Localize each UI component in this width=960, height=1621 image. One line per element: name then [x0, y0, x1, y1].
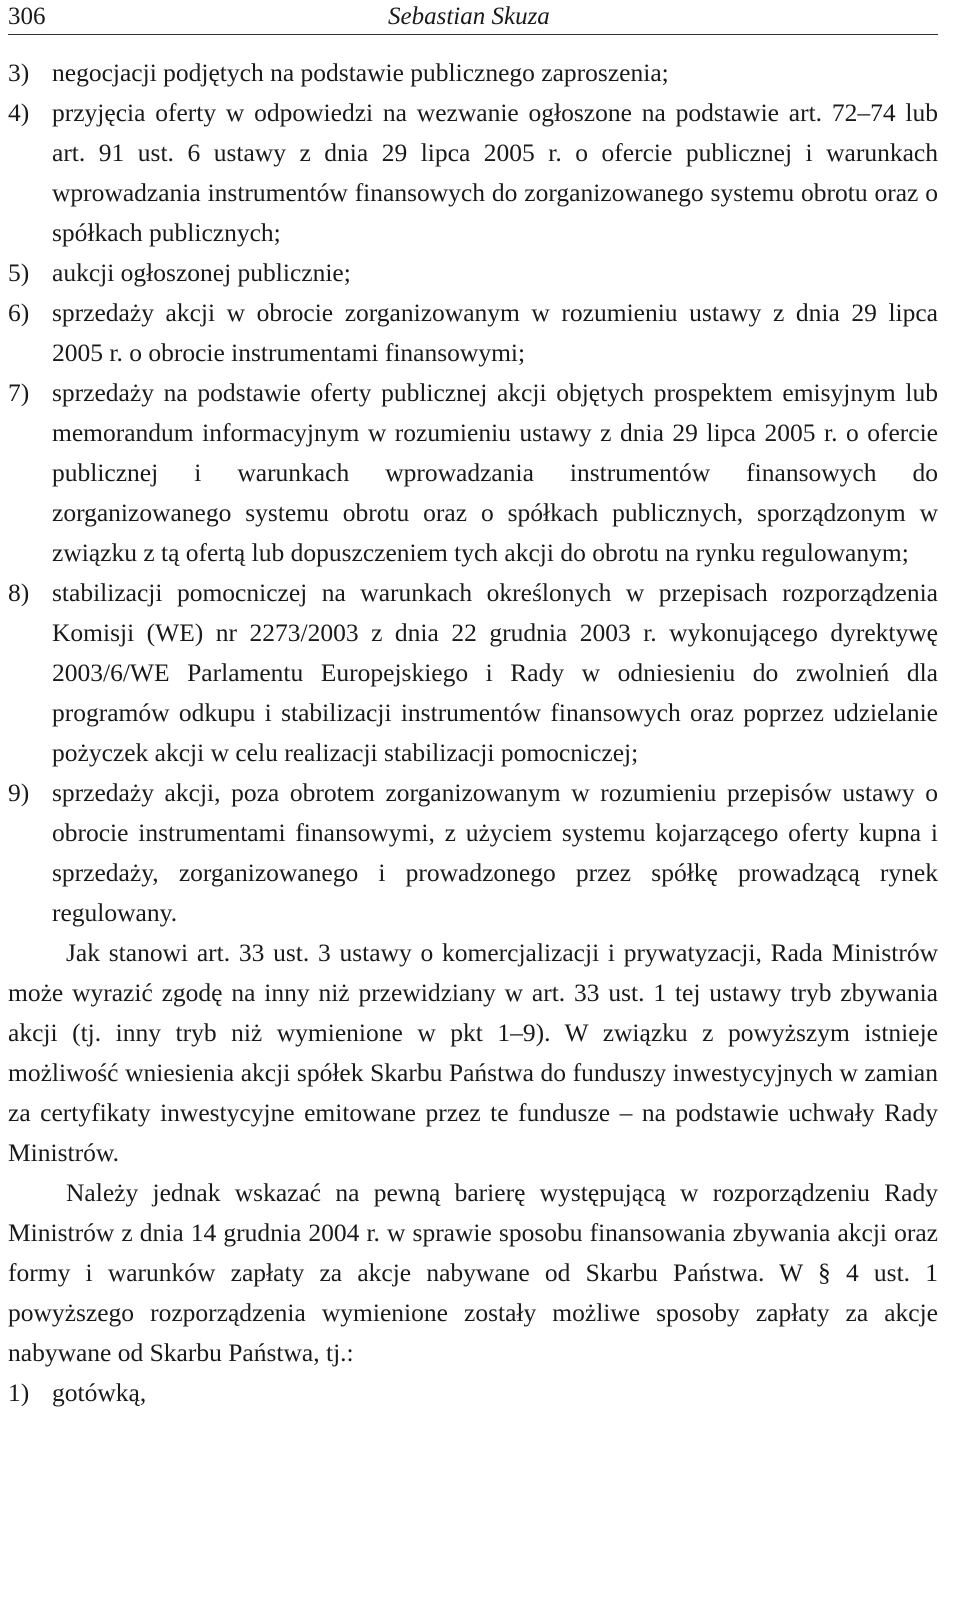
- list-item: [8, 53, 938, 93]
- page-number: 306: [8, 3, 46, 30]
- list-number: 3): [8, 58, 30, 87]
- list-text: stabilizacji pomocniczej na warunkach określonych w przepisach rozporządzenia Komisji (WE) nr 2273/2003 z dnia 22 grudnia 2003 r. wykonującego dyrektywę 2003/6/WE Parlamentu Europejskiego i Rady w odniesieniu do zwolnień dla programów odkupu i stabilizacji instrumentów finansowych oraz poprzez udzielanie pożyczek akcji w celu realizacji stabilizacji pomocniczej;: [52, 578, 938, 767]
- list-text: przyjęcia oferty w odpowiedzi na wezwanie ogłoszone na podstawie art. 72–74 lub art. 91 ust. 6 ustawy z dnia 29 lipca 2005 r. o ofercie publicznej i warunkach wprowadzania instrumentów finansowych do zorganizowanego systemu obrotu oraz o spółkach publicznych;: [52, 98, 938, 247]
- running-head: Sebastian Skuza: [388, 3, 550, 30]
- page-content: [8, 53, 938, 1413]
- list-text: sprzedaży akcji, poza obrotem zorganizowanym w rozumieniu przepisów ustawy o obrocie instrumentami finansowymi, z użyciem systemu kojarzącego oferty kupna i sprzedaży, zorganizowanego i prowadzonego przez spółkę prowadzącą rynek regulowany.: [52, 778, 938, 927]
- list-number: 8): [8, 578, 30, 607]
- list-item: [8, 293, 938, 373]
- page-header: [8, 0, 938, 35]
- list-text: sprzedaży na podstawie oferty publicznej akcji objętych prospektem emisyjnym lub memorandum informacyjnym w rozumieniu ustawy z dnia 29 lipca 2005 r. o ofercie publicznej i warunkach wprowadzania instrumentów finansowych do zorganizowanego systemu obrotu oraz o spółkach publicznych, sporządzonym w związku z tą ofertą lub dopuszczeniem tych akcji do obrotu na rynku regulowanym;: [52, 378, 938, 567]
- list-number: 4): [8, 98, 30, 127]
- list-item: [8, 1373, 938, 1413]
- list-number: 7): [8, 378, 30, 407]
- list-number: 6): [8, 298, 30, 327]
- list-number: 9): [8, 778, 30, 807]
- body-paragraph: Jak stanowi art. 33 ust. 3 ustawy o komercjalizacji i prywatyzacji, Rada Ministrów może wyrazić zgodę na inny niż przewidziany w art. 33 ust. 1 tej ustawy tryb zbywania akcji (tj. inny tryb niż wymienione w pkt 1–9). W związku z powyższym istnieje możliwość wniesienia akcji spółek Skarbu Państwa do funduszy inwestycyjnych w zamian za certyfikaty inwestycyjne emitowane przez te fundusze – na podstawie uchwały Rady Ministrów.: [8, 938, 938, 1167]
- list-item: [8, 93, 938, 253]
- list-item: [8, 373, 938, 573]
- list-number: 1): [8, 1378, 30, 1407]
- list-text: sprzedaży akcji w obrocie zorganizowanym w rozumieniu ustawy z dnia 29 lipca 2005 r. o obrocie instrumentami finansowymi;: [52, 298, 938, 367]
- list-text: gotówką,: [52, 1378, 147, 1407]
- list-text: negocjacji podjętych na podstawie publicznego zaproszenia;: [52, 58, 669, 87]
- list-item: [8, 773, 938, 933]
- body-paragraph: Należy jednak wskazać na pewną barierę występującą w rozporządzeniu Rady Ministrów z dnia 14 grudnia 2004 r. w sprawie sposobu finansowania zbywania akcji oraz formy i warunków zapłaty za akcje nabywane od Skarbu Państwa. W § 4 ust. 1 powyższego rozporządzenia wymienione zostały możliwe sposoby zapłaty za akcje nabywane od Skarbu Państwa, tj.:: [8, 1178, 938, 1367]
- list-text: aukcji ogłoszonej publicznie;: [52, 258, 351, 287]
- list-number: 5): [8, 258, 30, 287]
- list-item: [8, 573, 938, 773]
- list-item: [8, 253, 938, 293]
